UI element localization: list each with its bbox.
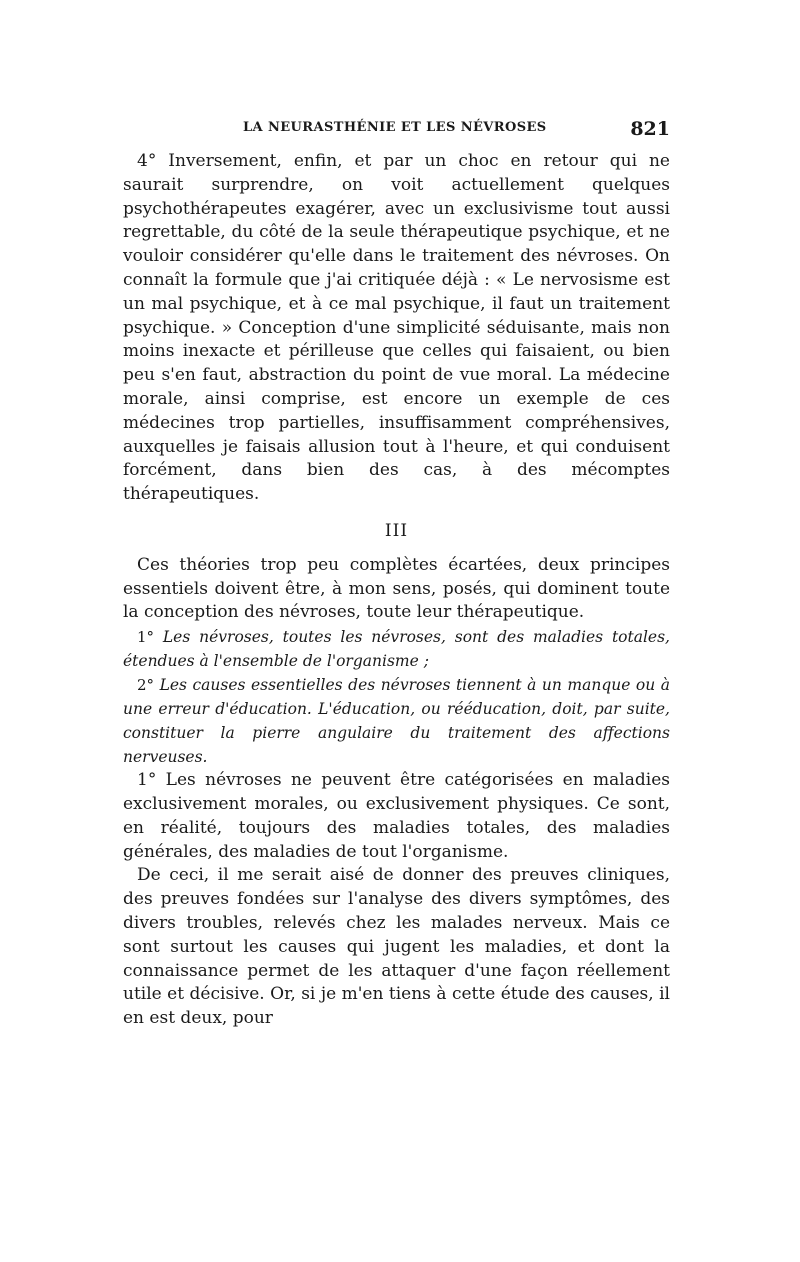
running-title: LA NEURASTHÉNIE ET LES NÉVROSES — [243, 120, 547, 135]
principle-1 — [123, 625, 670, 673]
section-heading: III — [384, 520, 409, 541]
principle-2-number: 2° — [137, 676, 155, 695]
paragraph: 4° Inversement, enfin, et par un choc en retour qui ne saurait surprendre, on voit actuellement quelques psychothérapeutes exagérer, avec un exclusivisme tout aussi regrettable, du côté de la seule thérapeutique psychique, et ne vouloir considérer qu'elle dans le traitement des névroses. On connaît la formule que j'ai critiquée déjà : « Le nervosisme est un mal psychique, et à ce mal psychique, il faut un traitement psychique. » Conception d'une simplicité séduisante, mais non moins inexacte et périlleuse que celles qui faisaient, ou bien peu s'en faut, abstraction du point de vue moral. La médecine morale, ainsi comprise, est encore un exemple de ces médecines trop partielles, insuffisamment compréhensives, auxquelles je faisais allusion tout à l'heure, et qui conduisent forcément, dans bien des cas, à des mécomptes thérapeutiques. — [123, 151, 670, 505]
body-text — [123, 150, 670, 1031]
page-number: 821 — [630, 118, 670, 140]
paragraph: Ces théories trop peu complètes écartées, deux principes essentiels doivent être, à mon sens, posés, qui dominent toute la conception des névroses, toute leur thérapeutique. — [123, 554, 670, 623]
paragraph: De ceci, il me serait aisé de donner des preuves cliniques, des preuves fondées sur l'analyse des divers symptômes, des divers troubles, relevés chez les malades nerveux. Mais ce sont surtout les causes qui jugent les maladies, et dont la connaissance permet de les attaquer d'une façon réellement utile et décisive. Or, si je m'en tiens à cette étude des causes, il en est deux, pour — [123, 865, 670, 1029]
paragraph: 1° Les névroses ne peuvent être catégorisées en maladies exclusivement morales, ou exclusivement physiques. Ce sont, en réalité, toujours des maladies totales, des maladies générales, des maladies de tout l'organisme. — [123, 770, 670, 862]
page-header — [123, 118, 670, 142]
principle-2-text: Les causes essentielles des névroses tiennent à un manque ou à une erreur d'éducation. L'éducation, ou rééducation, doit, par suite, constituer la pierre angulaire du traitement des affections nerveuses. — [123, 676, 670, 767]
principle-1-text: Les névroses, toutes les névroses, sont des maladies totales, étendues à l'ensemble de l'organisme ; — [123, 628, 670, 671]
principle-2 — [123, 673, 670, 769]
principle-1-number: 1° — [137, 628, 155, 647]
